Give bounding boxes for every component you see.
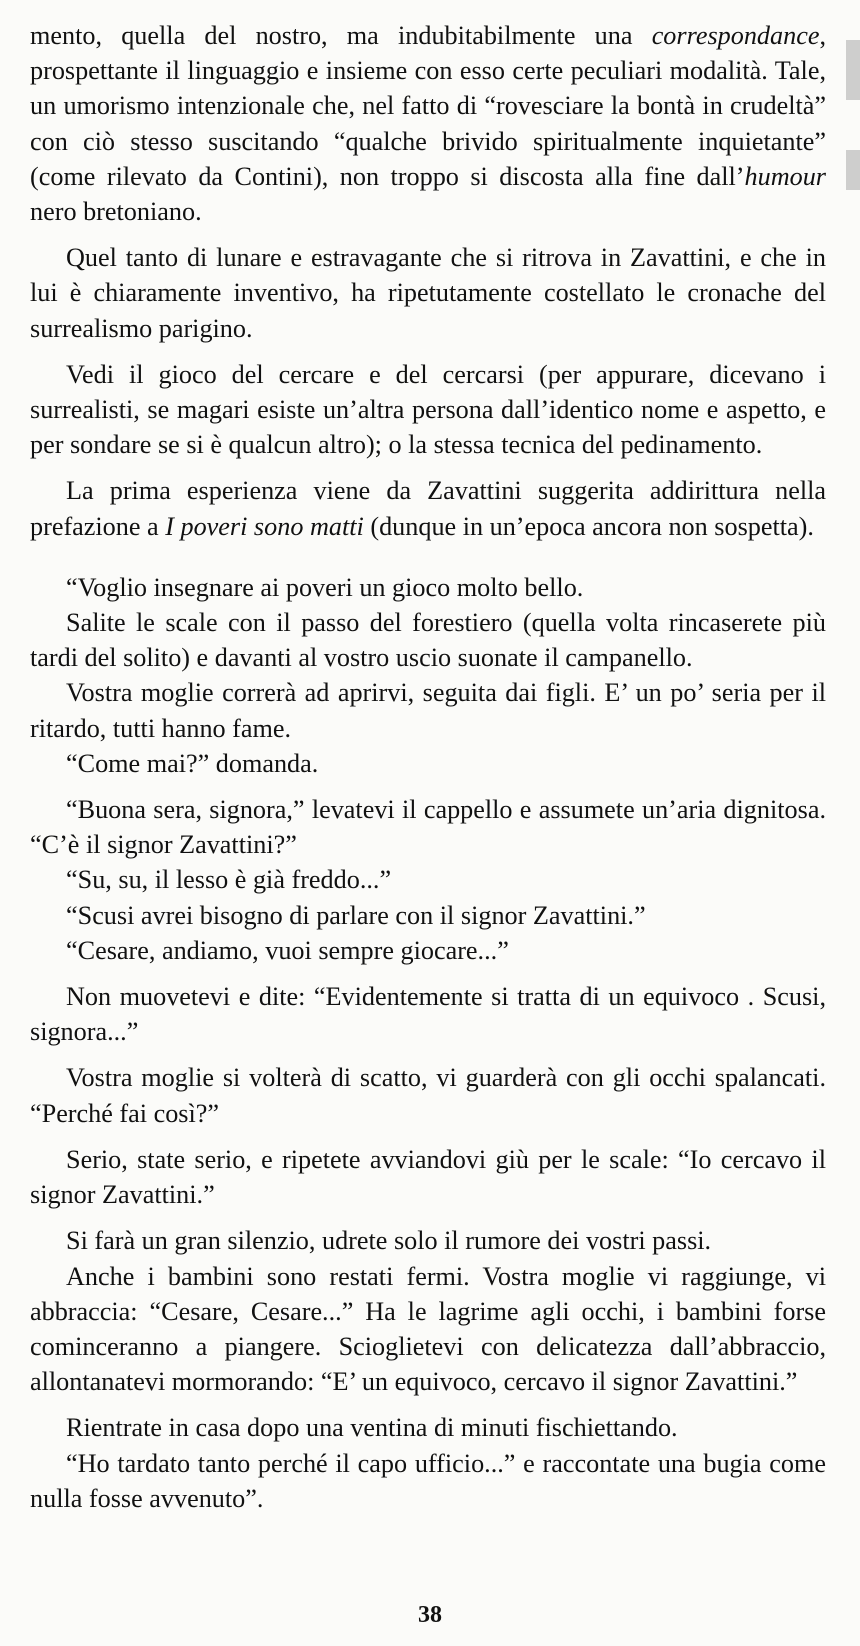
page-body (30, 18, 826, 1516)
paragraph-1-text-a: mento, quella del nostro, ma indubitabilmente una (30, 21, 652, 50)
quote-paragraph-11: Serio, state serio, e ripetete avviandovi giù per le scale: “Io cercavo il signor Zavattini.” (30, 1144, 826, 1210)
quote-paragraph-1: “Voglio insegnare ai poveri un gioco molto bello. (66, 572, 584, 602)
paragraph-2: Quel tanto di lunare e estravagante che si ritrova in Zavattini, e che in lui è chiaramente inventivo, ha ripetutamente costellato le cronache del surrealismo parigino. (30, 243, 826, 343)
quote-paragraph-15: “Ho tardato tanto perché il capo ufficio...” e raccontate una bugia come nulla fosse avvenuto”. (30, 1448, 826, 1513)
paragraph-4-text-b: (dunque in un’epoca ancora non sospetta). (363, 511, 814, 541)
quote-paragraph-2: Salite le scale con il passo del forestiero (quella volta rincaserete più tardi del solito) e davanti al vostro uscio suonate il campanello. (30, 608, 826, 673)
paragraph-1-italic-humour: humour (744, 161, 826, 191)
page-number: 38 (418, 1602, 442, 1628)
paragraph-4 (30, 473, 826, 543)
paragraph-4-text-a: La prima esperienza viene da Zavattini suggerita addirittura nella prefazione a (30, 476, 826, 541)
edge-shadow-mark (846, 150, 860, 190)
quote-paragraph-6: “Su, su, il lesso è già freddo...” (66, 865, 392, 895)
quote-paragraph-3: Vostra moglie correrà ad aprirvi, seguita dai figli. E’ un po’ seria per il ritardo, tutti hanno fame. (30, 678, 826, 743)
paragraph-1-text-c: nero bretoniano. (30, 197, 202, 227)
quote-paragraph-12: Si farà un gran silenzio, udrete solo il rumore dei vostri passi. (66, 1226, 712, 1256)
paragraph-1-text-b: , prospettante il linguaggio e insieme con esso certe peculiari modalità. Tale, un umorismo intenzionale che, nel fatto di “rovesciare la bontà in crudeltà” con ciò stesso suscitando “qualche brivido spiritualmente inquietante” (come rilevato da Contini), non troppo si discosta alla fine dall’ (30, 21, 826, 191)
quote-paragraph-9: Non muovetevi e dite: “Evidentemente si tratta di un equivoco . Scusi, signora...” (30, 982, 826, 1047)
quote-paragraph-14: Rientrate in casa dopo una ventina di minuti fischiettando. (66, 1413, 678, 1443)
quote-paragraph-8: “Cesare, andiamo, vuoi sempre giocare...” (66, 935, 509, 965)
quote-paragraph-10: Vostra moglie si volterà di scatto, vi guarderà con gli occhi spalancati. “Perché fai così?” (30, 1063, 826, 1128)
quote-paragraph-13: Anche i bambini sono restati fermi. Vostra moglie vi raggiunge, vi abbraccia: “Cesare, Cesare...” Ha le lagrime agli occhi, i bambini forse cominceranno a piangere. Scioglietevi con delicatezza dall’abbraccio, allontanatevi mormorando: “E’ un equivoco, cercavo il signor Zavattini.” (30, 1261, 826, 1397)
quote-paragraph-4: “Come mai?” domanda. (66, 748, 319, 778)
quote-paragraph-7: “Scusi avrei bisogno di parlare con il signor Zavattini.” (66, 900, 646, 930)
edge-shadow-mark (846, 40, 860, 100)
paragraph-3: Vedi il gioco del cercare e del cercarsi (per appurare, dicevano i surrealisti, se magari esiste un’altra persona dall’identico nome e aspetto, e per sondare se si è qualcun altro); o la stessa tecnica del pedinamento. (30, 359, 826, 460)
paragraph-1-italic-correspondance: correspondance (651, 21, 820, 50)
quote-paragraph-5: “Buona sera, signora,” levatevi il cappello e assumete un’aria dignitosa. “C’è il signor Zavattini?” (30, 795, 826, 860)
paragraph-4-italic-title: I poveri sono matti (165, 511, 364, 541)
paragraph-1 (30, 18, 826, 229)
